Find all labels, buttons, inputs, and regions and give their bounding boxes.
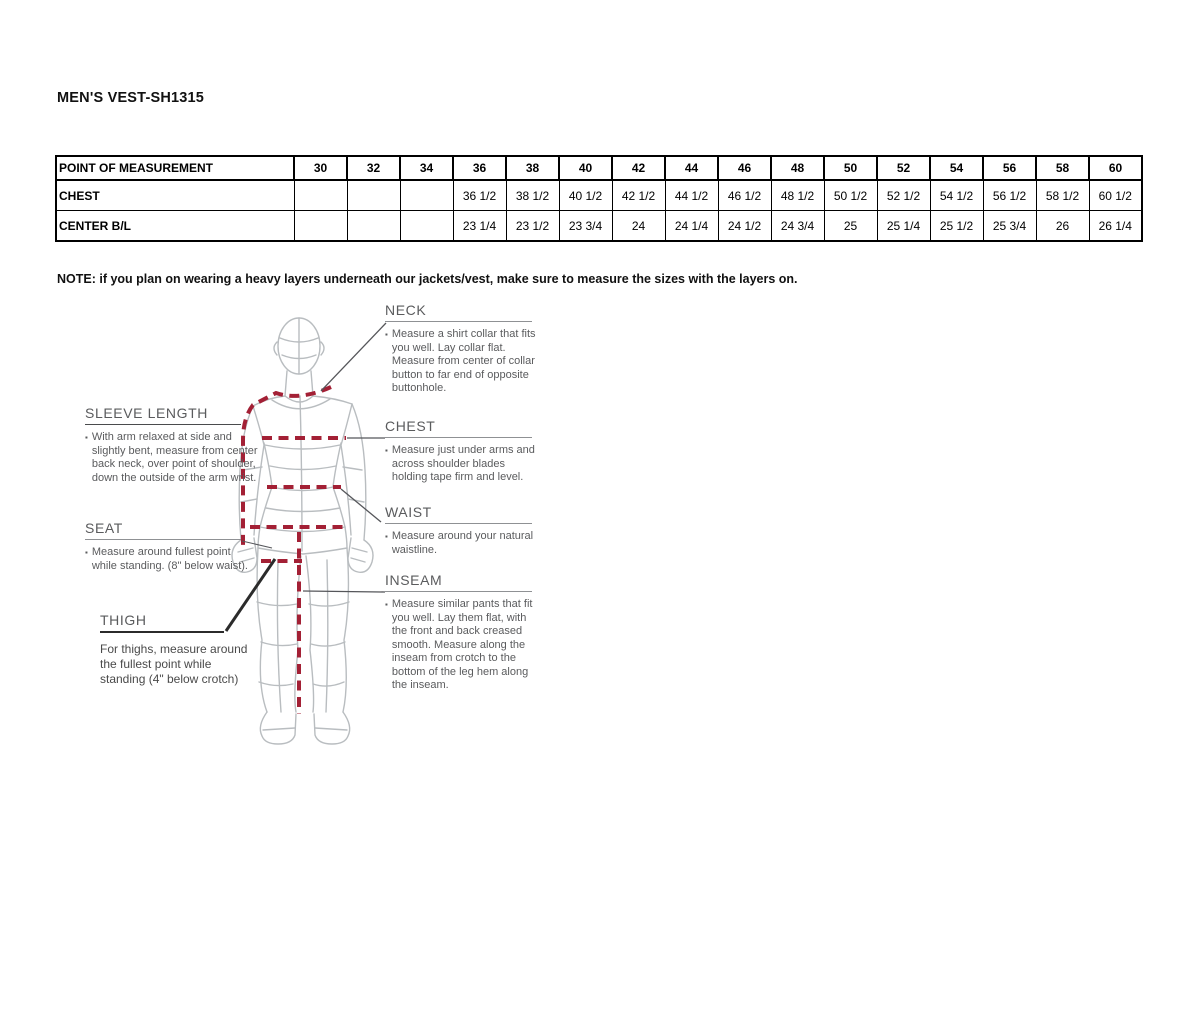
size-value-cell: 23 1/2 <box>506 211 559 242</box>
column-header-size: 58 <box>1036 156 1089 180</box>
column-header-size: 30 <box>294 156 347 180</box>
column-header-size: 56 <box>983 156 1036 180</box>
column-header-size: 50 <box>824 156 877 180</box>
size-table <box>55 155 1143 242</box>
size-value-cell: 24 <box>612 211 665 242</box>
size-value-cell: 25 1/4 <box>877 211 930 242</box>
section-waist-text: Measure around your natural waistline. <box>391 530 534 556</box>
size-value-cell: 24 3/4 <box>771 211 824 242</box>
section-inseam <box>385 572 537 693</box>
size-value-cell: 25 1/2 <box>930 211 983 242</box>
section-inseam-text: Measure similar pants that fit you well. Lay them flat, with the front and back creased smooth. Measure along the inseam from crotch to the bottom of the leg hem along the inseam. <box>391 598 533 691</box>
size-value-cell: 23 3/4 <box>559 211 612 242</box>
section-thigh <box>100 612 252 687</box>
bullet-square-icon: ▪ <box>385 600 388 609</box>
bullet-square-icon: ▪ <box>385 330 388 339</box>
inseam-leader-line <box>303 591 385 592</box>
size-value-cell: 38 1/2 <box>506 180 559 211</box>
bullet-square-icon: ▪ <box>385 446 388 455</box>
size-value-cell: 52 1/2 <box>877 180 930 211</box>
bullet-square-icon: ▪ <box>385 532 388 541</box>
size-value-cell <box>400 211 453 242</box>
size-value-cell: 44 1/2 <box>665 180 718 211</box>
size-value-cell: 60 1/2 <box>1089 180 1142 211</box>
size-value-cell <box>294 211 347 242</box>
size-value-cell: 42 1/2 <box>612 180 665 211</box>
section-waist <box>385 504 537 557</box>
size-value-cell: 23 1/4 <box>453 211 506 242</box>
note-text: NOTE: if you plan on wearing a heavy layers underneath our jackets/vest, make sure to measure the sizes with the layers on. <box>57 272 798 286</box>
size-value-cell: 46 1/2 <box>718 180 771 211</box>
size-value-cell: 26 1/4 <box>1089 211 1142 242</box>
size-value-cell <box>294 180 347 211</box>
column-header-size: 48 <box>771 156 824 180</box>
section-neck <box>385 302 537 396</box>
section-sleeve-length-text: With arm relaxed at side and slightly bent, measure from center back neck, over point of shoulder, down the outside of the arm wrist. <box>91 431 258 484</box>
page-title: MEN'S VEST-SH1315 <box>57 90 205 106</box>
section-chest-text: Measure just under arms and across shoulder blades holding tape firm and level. <box>391 444 535 483</box>
section-seat <box>85 520 253 573</box>
section-neck-text: Measure a shirt collar that fits you well. Lay collar flat. Measure from center of collar button to far end of opposite buttonhole. <box>391 328 536 394</box>
column-header-point-of-measurement: POINT OF MEASUREMENT <box>56 156 294 180</box>
column-header-size: 60 <box>1089 156 1142 180</box>
section-sleeve-length-title: SLEEVE LENGTH <box>85 405 241 425</box>
section-inseam-title: INSEAM <box>385 572 532 592</box>
column-header-size: 34 <box>400 156 453 180</box>
size-value-cell: 24 1/4 <box>665 211 718 242</box>
neck-leader-line <box>321 323 386 391</box>
size-value-cell: 24 1/2 <box>718 211 771 242</box>
section-seat-title: SEAT <box>85 520 241 540</box>
size-value-cell <box>400 180 453 211</box>
column-header-size: 38 <box>506 156 559 180</box>
row-label: CHEST <box>56 180 294 211</box>
size-value-cell: 26 <box>1036 211 1089 242</box>
column-header-size: 54 <box>930 156 983 180</box>
column-header-size: 52 <box>877 156 930 180</box>
size-value-cell <box>347 180 400 211</box>
section-thigh-text: For thighs, measure around the fullest point while standing (4" below crotch) <box>100 642 248 686</box>
size-table-body <box>56 180 1142 241</box>
section-seat-text: Measure around fullest point while standing. (8" below waist). <box>91 546 248 572</box>
row-label: CENTER B/L <box>56 211 294 242</box>
size-table-row <box>56 211 1142 242</box>
body-wireframe-figure <box>232 318 373 744</box>
size-value-cell: 40 1/2 <box>559 180 612 211</box>
size-value-cell: 48 1/2 <box>771 180 824 211</box>
size-value-cell: 25 <box>824 211 877 242</box>
size-table-row <box>56 180 1142 211</box>
size-value-cell: 54 1/2 <box>930 180 983 211</box>
size-value-cell: 25 3/4 <box>983 211 1036 242</box>
column-header-size: 40 <box>559 156 612 180</box>
bullet-square-icon: ▪ <box>85 433 88 442</box>
size-value-cell <box>347 211 400 242</box>
column-header-size: 42 <box>612 156 665 180</box>
section-sleeve-length <box>85 405 263 485</box>
size-value-cell: 56 1/2 <box>983 180 1036 211</box>
column-header-size: 36 <box>453 156 506 180</box>
size-value-cell: 36 1/2 <box>453 180 506 211</box>
section-waist-title: WAIST <box>385 504 532 524</box>
column-header-size: 32 <box>347 156 400 180</box>
size-table-header-row <box>56 156 1142 180</box>
column-header-size: 44 <box>665 156 718 180</box>
section-thigh-title: THIGH <box>100 612 224 633</box>
bullet-square-icon: ▪ <box>85 548 88 557</box>
column-header-size: 46 <box>718 156 771 180</box>
section-chest-title: CHEST <box>385 418 532 438</box>
size-value-cell: 50 1/2 <box>824 180 877 211</box>
section-neck-title: NECK <box>385 302 532 322</box>
section-chest <box>385 418 537 485</box>
size-value-cell: 58 1/2 <box>1036 180 1089 211</box>
waist-leader-line <box>341 489 381 522</box>
